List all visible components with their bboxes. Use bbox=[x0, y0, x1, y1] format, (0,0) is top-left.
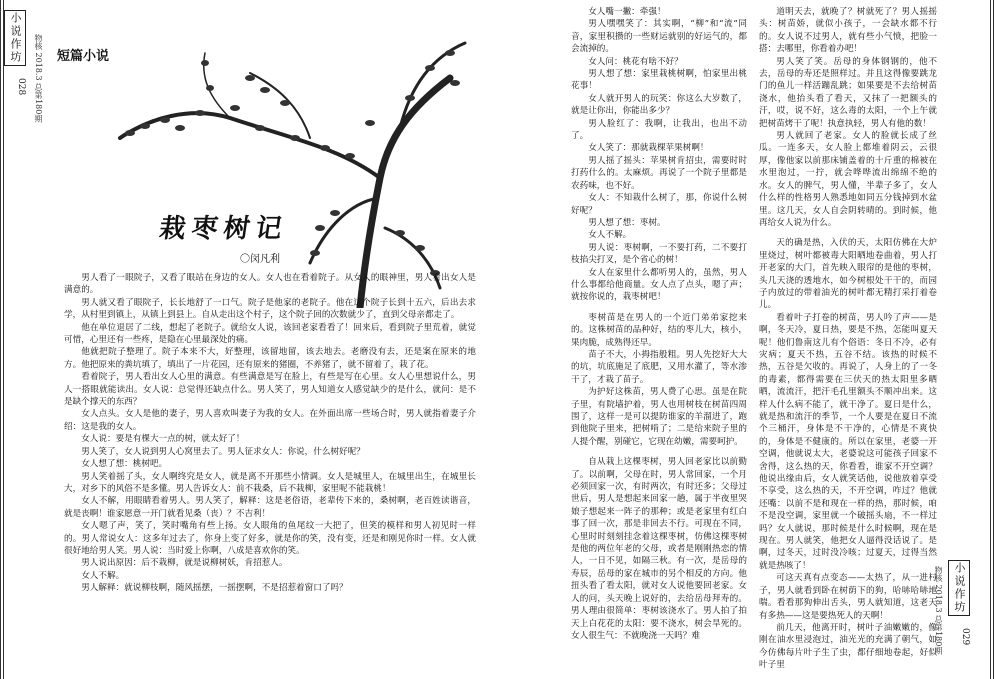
paragraph: 看着院子，男人看出女人心里的满意。有些满意是写在脸上，有些是写在心里。女人心里想说什么，男人一搭眼就能读出。女人说：总觉得还缺点什么。男人笑了，男人知道女人感觉缺少的是什么，就问：是不是缺个撑天的东西？ bbox=[64, 372, 476, 408]
paragraph: 自从栽上这棵枣树，男人回老家比以前勤了。以前啊，父母在时，男人常回家，一个月必须回家一次，有时两次，有时还多；父母过世后，男人是想起来回家一趟，属于半夜里哭娘子想起来一阵子的那种；或是老家里有红白事了回一次，那是非回去不行。可现在不同，心里时时刻刻挂念着这棵枣树，仿佛这棵枣树是他的两位年老的父母，或者是刚刚热恋的情人，一日不见，如隔三秋。有一次，是岳母的寿辰，岳母的家在城市的另个相反的方向。他扭头看了看太阳，就对女人说他要回老家。女人的问，头天晚上说好的，去给岳母拜寿的。男人理由很简单：枣树该浇水了。男人拍了拍天上白花花的太阳：要不浇水，树会旱死的。女人很生气：不就晚浇一天吗？难 bbox=[571, 457, 747, 641]
paragraph: 女人嘴一撇：牵强！ bbox=[588, 7, 666, 17]
paragraph: 女人：不知栽什么树了，那，你说什么树好呢？ bbox=[571, 193, 747, 216]
paragraph: 男人笑了，女人说到男人心窝里去了。男人征求女人：你说，什么树好呢？ bbox=[81, 446, 365, 457]
paragraph: 天的确是热，入伏的天，太阳仿佛在大炉里烧过，树叶都被毒大阳晒地卷曲着，男人打开老家的大门，首先映入眼帘的是他的枣树，头几天浇的透地水，如今树根处干干的，而园子内放过的带着油光的树叶都无精打采打着卷儿。 bbox=[759, 238, 937, 311]
paragraph: 他就把院子整理了。院子本来不大，好整理，该留地留，该去地去。老磨没有去，还是案在原来的地方。他把原来的粪坑填了，填出了一片花园，还有原来的猪圈，不养猪了，就不留着了，栽了花。 bbox=[64, 347, 476, 370]
paragraph: 女人嗯了声，笑了，笑时嘴角有些上扬。女人眼角的鱼尾纹一大把了，但笑的模样和男人初见时一样的。男人常说女人：这多年过去了，你身上变了好多，就是你的笑，没有变，还是和刚见你时一样。女人就很好地给男人笑。男人说：当时爱上你啊，八成是喜欢你的笑。 bbox=[64, 521, 476, 556]
paragraph: 男人嘿嘿笑了：其实啊，“柳”和“流”同音，家里积攒的一些财运就别的好运气的，都会流掉的。 bbox=[571, 19, 747, 55]
paragraph: 男人想了想：家里栽桃树啊，怕家里出桃花事！ bbox=[571, 69, 747, 92]
paragraph: 看着叶子打卷的树苗，男人吟了声——是啊，冬天冷，夏日热，要是不热，怎能叫夏天呢！他们鲁南这儿有个俗语：冬日不冷，必有灾病；夏天不热，五谷不结。该热的时候不热，五谷是欠收的。再说了，人身上的了一冬的毒素，都得需要在三伏天的热太阳里多晒晒，流流汗，把汗毛孔里额头不顺冲出来。这样人什么病不能了，就干净了。夏日是什么，就是热和流汗的季节，一个人要是在夏日不流个三桶汗，身体是不干净的，心情是不爽快的，身体是不健康的。所以在家里，老婆一开空调，他就说太大，老婆说这可能孩子回家不舍得，这么热的天，你看看，谁家不开空调？他说出缘由后，女人就笑话他，说他放着享受不享受，这么热的天，不开空调，咋过？他就还嘴：以前不是和现在一样的热，那时候，咱不是没空调，家里就一个破摇头扇，不一样过吗？女人就说，那时候是什么时候啊，现在是现在。男人就笑，他把女人逼得没话说了。是啊，过冬天，过时没冷咳；过夏天，过得当然就是热咳了！ bbox=[759, 312, 937, 571]
right-page bbox=[497, 0, 994, 679]
paragraph: 女人不解，用眼睛看着男人。男人笑了，解释：这是老俗语，老辈传下来的，桑树啊，老百姓读谐音，就是丧啊！谁家愿意一开门就看见桑（丧）？不吉利！ bbox=[64, 496, 476, 519]
paragraph: 女人在家里什么都听男人的，虽然，男人什么事都给他商量。女人点了点头，嗯了声；就按你说的，栽枣树吧！ bbox=[571, 267, 747, 303]
page-edge-stripe bbox=[990, 0, 994, 679]
paragraph: 枣树苗是在男人的一个近门弟弟家挖来的。这株树苗的品种好，结的枣儿大，核小，果肉脆，成熟得还早。 bbox=[571, 312, 747, 348]
paragraph: 苗子不大，小拇指般粗。男人先挖好大大的坑，坑底施足了底肥，又用水灌了，等水渗干了，才栽了苗子。 bbox=[571, 349, 747, 385]
paragraph: 可这天真有点变态——太热了，从一进村子，男人就看到卧在树荫下的狗，哈哧哈哧地喘。看看那狗伸出舌头，男人就知道，这老天有多热——这是要热死人的天啊！ bbox=[759, 573, 937, 621]
article-author: 〇闵凡利 bbox=[240, 254, 280, 265]
paragraph: 男人说出原因：后不栽柳，就是说柳树妖，肯招惹人。 bbox=[81, 558, 288, 569]
paragraph: 男人笑了笑。岳母的身体钢钢的，他不去，岳母的寿还是照样过。并且这得像要跳龙门的鱼儿一样活蹦乱跳；如果要是不去给树苗浇水，他抬头看了看天，又抹了一把额头的汗，哎，说不好，这么毒的太阳，一个上午就把树苗烤干了呢！执意执轻，男人有他的数！ bbox=[759, 56, 937, 129]
paragraph: 女人笑了：那就栽棵苹果树啊！ bbox=[588, 143, 709, 154]
paragraph: 女人点头。女人是他的妻子，男人喜欢叫妻子为我的女人。在外面出席一些场合时，男人就指着妻子介绍：这是我的女人。 bbox=[64, 409, 476, 432]
paragraph: 为护好这株苗，男人费了心思。虽是在院子里，有院墙护着，男人也用树枝在树苗四周围了，这样一是可以提防谁家的羊溜进了，跑到他院子里来，把树啃了；二是给来院子里的人提个醒，别碰它，它现在幼嫩，需要呵护。 bbox=[571, 387, 747, 447]
article-title: 栽枣树记 bbox=[157, 214, 290, 244]
paragraph: 男人想了想：枣树。 bbox=[588, 217, 666, 228]
jujube-tree-illustration bbox=[110, 28, 480, 308]
paragraph: 女人不解。 bbox=[81, 570, 125, 581]
right-body-column-1 bbox=[571, 6, 747, 642]
paragraph: 他在单位退居了二线，想起了老院子。就给女人说，该回老家看看了！回来后，看到院子里荒着，就觉可惜，心里还有一些疼，是隐在心里最深处的痛。 bbox=[64, 322, 476, 346]
paragraph: 男人摇了摇头：苹果树肯招虫，需要时时打药什么的。太麻烦。再说了一个院子里都是农药味，也不好。 bbox=[571, 155, 747, 191]
right-body-column-2 bbox=[759, 6, 937, 672]
left-body-text bbox=[64, 272, 476, 595]
issue-info: 物核 2018.3 总第180期 bbox=[34, 33, 43, 123]
paragraph: 男人脸红了：我啊，让我出，也出不动了。 bbox=[571, 118, 747, 142]
paragraph: 男人就又看了眼院子，长长地舒了一口气。院子是他家的老院子。他在这个院子长到十五六，后出去求学，从村里到镇上，从镇上到县上。自从走出这个村子，这个院子回的次数就少了，直到父母亲都走了。 bbox=[64, 297, 476, 321]
page-number: 029 bbox=[960, 628, 970, 646]
paragraph: 女人问：桃花有啥不好？ bbox=[588, 56, 683, 67]
paragraph: 男人就回了老家。女人的脸就长成了丝瓜。一连多天，女人脸上都堆着阴云，云很厚，像他家以前那床铺盖着的十斤重的棉被在水里泡过，一拧，就会哗哗流出绵绵不绝的水。女人的脾气，男人懂，半辈子多了，女人什么样的性格男人熟悉地如同五分钱掉到水盆里。这几天，女人自会阴转晴的。到时候，他再给女人说为什么。 bbox=[759, 131, 937, 228]
paragraph: 女人想了想：桃树吧。 bbox=[81, 459, 168, 470]
magazine-name: 小说作坊 bbox=[948, 560, 970, 616]
paragraph: 女人不解。 bbox=[588, 230, 632, 241]
magazine-name: 小说作坊 bbox=[4, 10, 26, 66]
paragraph: 男人解释：就说柳枝啊，随风摇摆，一摇摆啊，不是招惹着窗口了吗？ bbox=[81, 583, 348, 594]
issue-info: 物核 2018.3 总第180期 bbox=[934, 565, 943, 655]
paragraph: 道明天去，就晚了？树就死了？男人摇摇头：树苗娇，就似小孩子，一会缺水都不行的。女人说不过男人，就有些小气愤，把脸一搭：去哪里，你看着办吧！ bbox=[759, 7, 937, 55]
paragraph: 女人说：要是有棵大一点的树，就太好了！ bbox=[81, 434, 245, 445]
paragraph: 男人说：枣树啊，一不要打药，二不要打枝掐尖打叉，是个省心的树！ bbox=[571, 242, 747, 266]
paragraph: 女人就开男人的玩笑：你这么大岁数了，就是让你出，你能出多少？ bbox=[571, 93, 747, 117]
section-label: 短篇小说 bbox=[57, 49, 110, 64]
paragraph: 前几天，他离开时，树叶子油嫩嫩的，像刚在油水里浸泡过，油光光的充满了朝气，如今仿佛每片叶子生了虫，都仔细地卷起，好似叶子里 bbox=[759, 622, 937, 671]
page-number: 028 bbox=[16, 78, 26, 96]
paragraph: 男人笑着摇了头，女人啊终究是女人，就是离不开那些小情调。女人是城里人，在城里出生，在城里长大，对乡下的风俗不是多懂。男人告诉女人：前不栽桑，后不栽柳，家里呢不能栽桃！ bbox=[64, 471, 476, 494]
paragraph: 男人看了一眼院子，又看了眼站在身边的女人。女人也在看着院子。从女人的眼神里，男人看出女人是满意的。 bbox=[64, 273, 476, 296]
